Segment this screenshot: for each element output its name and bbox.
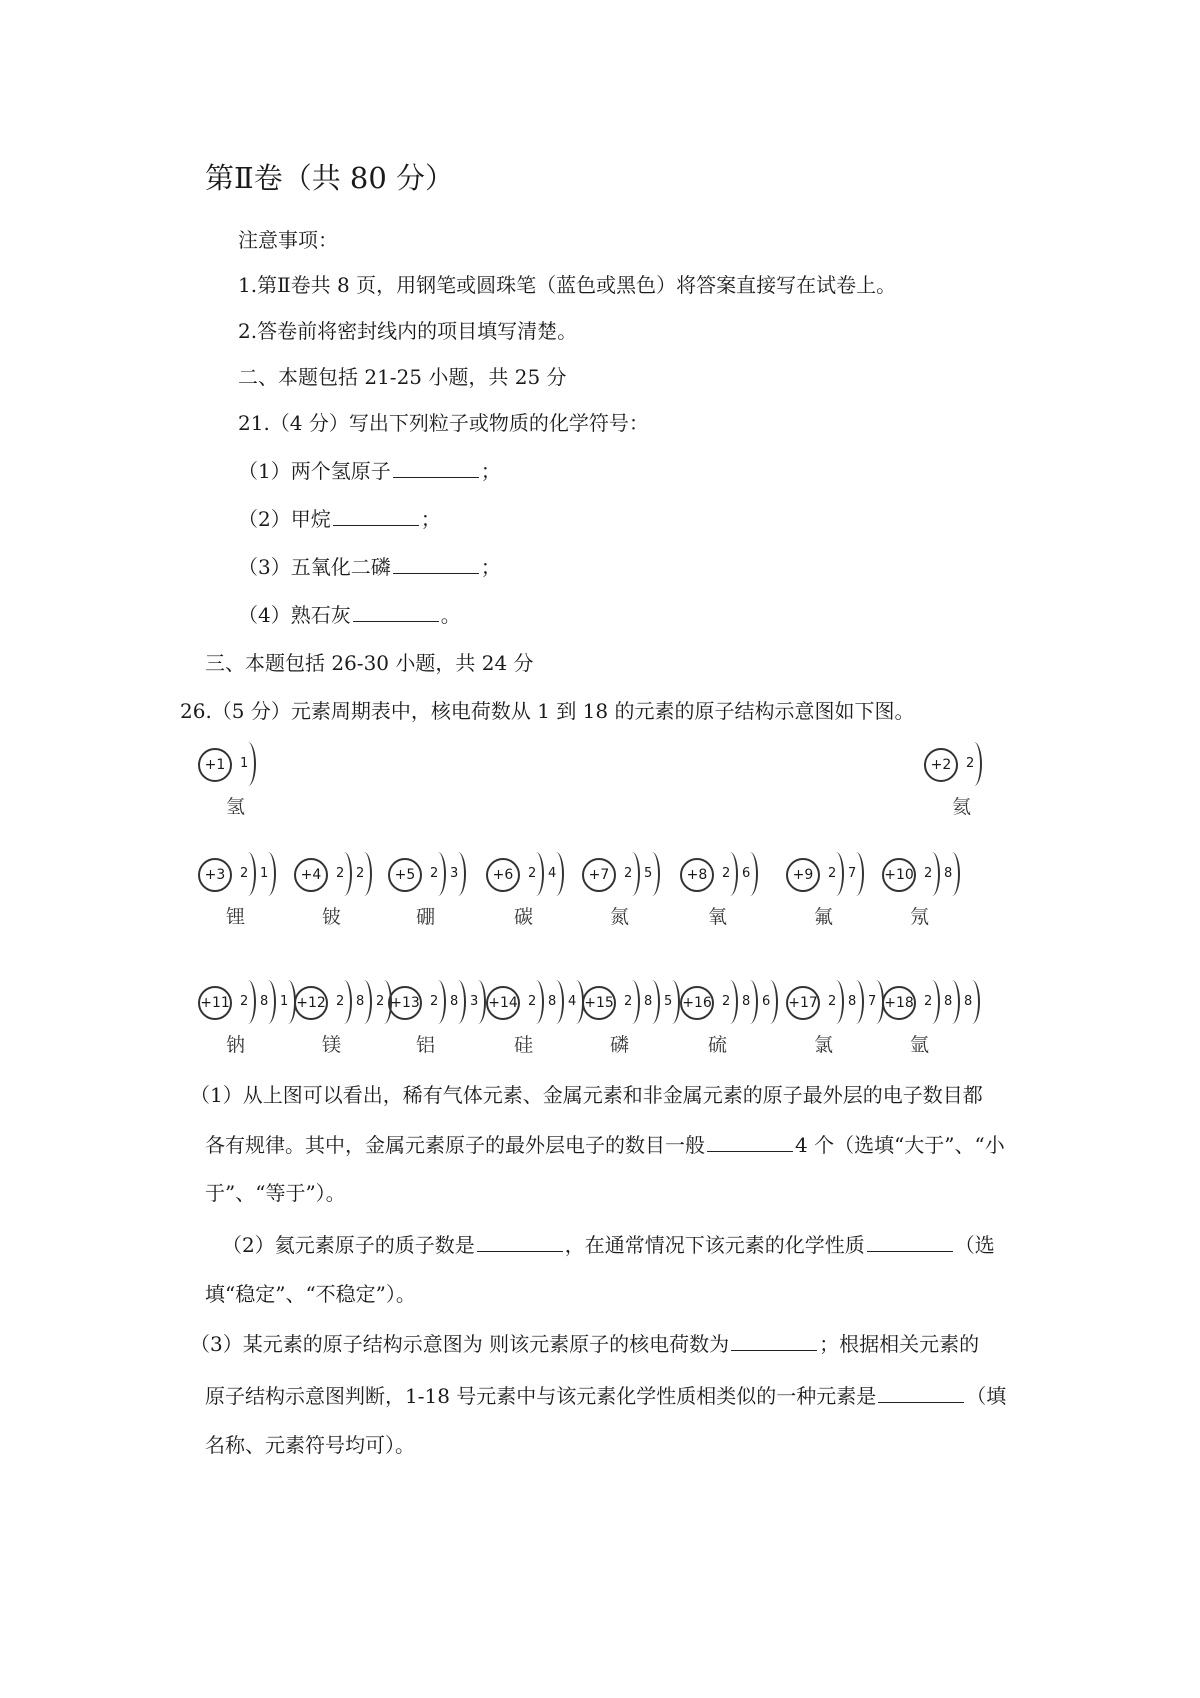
electron-shell xyxy=(848,980,866,1024)
electron-shell xyxy=(924,980,942,1024)
element-name: 氯 xyxy=(814,1034,834,1056)
element-name: 氢 xyxy=(226,796,246,818)
q26-part-1-line-3: 于”、“等于”）。 xyxy=(205,1181,346,1205)
electron-shell xyxy=(260,852,278,896)
q21-part-1-text: （1）两个氢原子 xyxy=(238,459,391,483)
shell-electron-count: 8 xyxy=(848,994,857,1009)
electron-shells xyxy=(624,980,684,1024)
element-name: 氩 xyxy=(910,1034,930,1056)
answer-blank[interactable] xyxy=(393,459,479,478)
q26-part-2-post: （选 xyxy=(954,1233,995,1257)
nucleus-charge: +1 xyxy=(198,748,232,782)
nucleus-charge: +11 xyxy=(198,986,232,1020)
shell-electron-count: 2 xyxy=(966,756,975,771)
electron-shell xyxy=(944,852,962,896)
shell-arc xyxy=(356,980,372,1024)
q21-part-1-end: ； xyxy=(480,459,501,483)
shell-arc xyxy=(240,980,256,1024)
electron-shells xyxy=(336,980,396,1024)
q21-part-4 xyxy=(238,602,461,628)
electron-shells xyxy=(924,980,984,1024)
element-name: 钠 xyxy=(226,1034,246,1056)
electron-shells xyxy=(624,852,664,896)
q26-part-3-post-2: （填 xyxy=(966,1384,1007,1408)
q26-part-3-line-2 xyxy=(205,1383,1006,1409)
shell-arc xyxy=(828,980,844,1024)
shell-electron-count: 8 xyxy=(944,994,953,1009)
electron-shell xyxy=(722,980,740,1024)
electron-shell xyxy=(240,980,258,1024)
electron-shells xyxy=(240,742,260,786)
shell-electron-count: 8 xyxy=(742,994,751,1009)
element-name: 氧 xyxy=(708,906,728,928)
nucleus-charge: +17 xyxy=(786,986,820,1020)
nucleus-charge: +2 xyxy=(924,748,958,782)
electron-shell xyxy=(430,852,448,896)
electron-shell xyxy=(742,980,760,1024)
shell-arc xyxy=(450,852,466,896)
shell-arc xyxy=(624,980,640,1024)
shell-arc xyxy=(742,980,758,1024)
shell-electron-count: 1 xyxy=(260,866,269,881)
electron-shell xyxy=(624,852,642,896)
electron-shell xyxy=(240,852,258,896)
electron-shells xyxy=(924,852,964,896)
electron-shell xyxy=(624,980,642,1024)
shell-arc xyxy=(260,980,276,1024)
electron-shell xyxy=(924,852,942,896)
shell-arc xyxy=(336,852,352,896)
q21-part-4-text: （4）熟石灰 xyxy=(238,603,351,627)
shell-arc xyxy=(944,852,960,896)
q26-part-3-line-3: 名称、元素符号均可）。 xyxy=(205,1433,415,1457)
shell-electron-count: 2 xyxy=(430,866,439,881)
shell-arc xyxy=(528,852,544,896)
electron-shell xyxy=(644,980,662,1024)
electron-shells xyxy=(240,980,300,1024)
element-name: 氟 xyxy=(814,906,834,928)
electron-shell xyxy=(828,980,846,1024)
element-name: 磷 xyxy=(610,1034,630,1056)
section-3-heading: 三、本题包括 26-30 小题，共 24 分 xyxy=(205,651,534,675)
electron-shell xyxy=(356,980,374,1024)
q21-part-4-end: 。 xyxy=(440,603,461,627)
shell-arc xyxy=(966,742,982,786)
electron-shell xyxy=(548,852,566,896)
electron-shell xyxy=(644,852,662,896)
shell-electron-count: 6 xyxy=(742,866,751,881)
element-name: 锂 xyxy=(226,906,246,928)
shell-electron-count: 8 xyxy=(644,994,653,1009)
page-title: 第Ⅱ卷（共 80 分） xyxy=(205,161,455,195)
electron-shell xyxy=(722,852,740,896)
shell-electron-count: 2 xyxy=(924,866,933,881)
electron-shell xyxy=(742,852,760,896)
electron-shells xyxy=(828,980,888,1024)
shell-arc xyxy=(548,852,564,896)
q26-part-3-pre-2: 原子结构示意图判断，1-18 号元素中与该元素化学性质相类似的一种元素是 xyxy=(205,1384,877,1408)
electron-shell xyxy=(260,980,278,1024)
nucleus-charge: +12 xyxy=(294,986,328,1020)
shell-arc xyxy=(356,852,372,896)
electron-shell xyxy=(450,852,468,896)
answer-blank[interactable] xyxy=(353,603,439,622)
shell-arc xyxy=(924,980,940,1024)
shell-arc xyxy=(722,852,738,896)
shell-arc xyxy=(336,980,352,1024)
nucleus-charge: +4 xyxy=(294,858,328,892)
electron-shells xyxy=(722,852,762,896)
shell-arc xyxy=(430,980,446,1024)
notes-heading: 注意事项： xyxy=(238,228,338,252)
shell-arc xyxy=(848,980,864,1024)
q26-part-2-line-2: 填“稳定”、“不稳定”）。 xyxy=(205,1282,416,1306)
nucleus-charge: +14 xyxy=(486,986,520,1020)
shell-arc xyxy=(470,980,486,1024)
q26-part-1-line-1: （1）从上图可以看出，稀有气体元素、金属元素和非金属元素的原子最外层的电子数目都 xyxy=(190,1083,983,1107)
electron-shells xyxy=(828,852,868,896)
element-name: 硫 xyxy=(708,1034,728,1056)
element-name: 氮 xyxy=(610,906,630,928)
shell-electron-count: 2 xyxy=(430,994,439,1009)
shell-electron-count: 4 xyxy=(568,994,577,1009)
nucleus-charge: +6 xyxy=(486,858,520,892)
nucleus-charge: +7 xyxy=(582,858,616,892)
shell-electron-count: 6 xyxy=(762,994,771,1009)
electron-shell xyxy=(548,980,566,1024)
shell-electron-count: 8 xyxy=(944,866,953,881)
q21-part-2 xyxy=(238,506,441,532)
shell-arc xyxy=(762,980,778,1024)
shell-electron-count: 5 xyxy=(644,866,653,881)
shell-electron-count: 2 xyxy=(240,866,249,881)
question-21: 21.（4 分）写出下列粒子或物质的化学符号： xyxy=(238,411,649,435)
shell-electron-count: 2 xyxy=(356,866,365,881)
element-name: 氖 xyxy=(910,906,930,928)
q21-part-3-text: （3）五氧化二磷 xyxy=(238,555,391,579)
question-26: 26.（5 分）元素周期表中，核电荷数从 1 到 18 的元素的原子结构示意图如下图。 xyxy=(180,699,915,723)
electron-shell xyxy=(828,852,846,896)
shell-electron-count: 5 xyxy=(664,994,673,1009)
shell-electron-count: 3 xyxy=(470,994,479,1009)
shell-electron-count: 8 xyxy=(964,994,973,1009)
shell-electron-count: 2 xyxy=(376,994,385,1009)
element-name: 铝 xyxy=(416,1034,436,1056)
shell-arc xyxy=(944,980,960,1024)
shell-arc xyxy=(644,852,660,896)
shell-electron-count: 8 xyxy=(450,994,459,1009)
shell-electron-count: 2 xyxy=(528,866,537,881)
shell-electron-count: 2 xyxy=(336,866,345,881)
electron-shell xyxy=(430,980,448,1024)
q21-part-3 xyxy=(238,554,501,580)
electron-shells xyxy=(240,852,280,896)
element-name: 铍 xyxy=(322,906,342,928)
shell-electron-count: 3 xyxy=(450,866,459,881)
shell-arc xyxy=(828,852,844,896)
nucleus-charge: +9 xyxy=(786,858,820,892)
answer-blank[interactable] xyxy=(477,1233,563,1252)
shell-electron-count: 1 xyxy=(280,994,289,1009)
nucleus-charge: +5 xyxy=(388,858,422,892)
shell-electron-count: 7 xyxy=(868,994,877,1009)
q21-part-3-end: ； xyxy=(480,555,501,579)
nucleus-charge: +8 xyxy=(680,858,714,892)
electron-shell xyxy=(944,980,962,1024)
shell-electron-count: 4 xyxy=(548,866,557,881)
q26-part-1-post: 4 个（选填“大于”、“小 xyxy=(795,1133,1005,1157)
electron-shells xyxy=(430,980,490,1024)
electron-shell xyxy=(240,742,258,786)
shell-arc xyxy=(528,980,544,1024)
answer-blank[interactable] xyxy=(878,1384,964,1403)
q26-part-2-pre: （2）氦元素原子的质子数是 xyxy=(222,1233,475,1257)
electron-shell xyxy=(528,980,546,1024)
element-name: 硼 xyxy=(416,906,436,928)
shell-electron-count: 8 xyxy=(548,994,557,1009)
shell-electron-count: 2 xyxy=(828,866,837,881)
q21-part-1 xyxy=(238,458,501,484)
shell-electron-count: 2 xyxy=(624,866,633,881)
shell-arc xyxy=(450,980,466,1024)
electron-shells xyxy=(528,852,568,896)
shell-arc xyxy=(742,852,758,896)
shell-arc xyxy=(240,852,256,896)
notes-item-1: 1.第Ⅱ卷共 8 页，用钢笔或圆珠笔（蓝色或黑色）将答案直接写在试卷上。 xyxy=(238,273,897,297)
shell-arc xyxy=(722,980,738,1024)
shell-arc xyxy=(664,980,680,1024)
answer-blank[interactable] xyxy=(731,1332,817,1351)
shell-electron-count: 2 xyxy=(624,994,633,1009)
shell-arc xyxy=(624,852,640,896)
shell-electron-count: 8 xyxy=(260,994,269,1009)
nucleus-charge: +10 xyxy=(882,858,916,892)
nucleus-charge: +16 xyxy=(680,986,714,1020)
shell-arc xyxy=(924,852,940,896)
answer-blank[interactable] xyxy=(867,1233,953,1252)
electron-shell xyxy=(528,852,546,896)
q26-part-1-pre: 各有规律。其中，金属元素原子的最外层电子的数目一般 xyxy=(205,1133,705,1157)
element-name: 氦 xyxy=(952,796,972,818)
electron-shells xyxy=(966,742,986,786)
shell-electron-count: 2 xyxy=(722,866,731,881)
section-2-heading: 二、本题包括 21-25 小题，共 25 分 xyxy=(238,365,567,389)
q26-part-3-pre: （3）某元素的原子结构示意图为 则该元素原子的核电荷数为 xyxy=(190,1332,730,1356)
shell-electron-count: 2 xyxy=(336,994,345,1009)
shell-electron-count: 7 xyxy=(848,866,857,881)
electron-shell xyxy=(336,852,354,896)
q21-part-2-text: （2）甲烷 xyxy=(238,507,331,531)
electron-shells xyxy=(528,980,588,1024)
nucleus-charge: +3 xyxy=(198,858,232,892)
nucleus-charge: +15 xyxy=(582,986,616,1020)
q26-part-1-line-2 xyxy=(205,1132,1005,1158)
q26-part-2-line-1 xyxy=(222,1232,995,1258)
answer-blank[interactable] xyxy=(707,1133,793,1152)
shell-arc xyxy=(260,852,276,896)
electron-shell xyxy=(450,980,468,1024)
shell-electron-count: 1 xyxy=(240,756,249,771)
shell-arc xyxy=(848,852,864,896)
element-name: 镁 xyxy=(322,1034,342,1056)
answer-blank[interactable] xyxy=(393,555,479,574)
notes-item-2: 2.答卷前将密封线内的项目填写清楚。 xyxy=(238,319,578,343)
shell-electron-count: 8 xyxy=(356,994,365,1009)
electron-shell xyxy=(356,852,374,896)
element-name: 硅 xyxy=(514,1034,534,1056)
electron-shell xyxy=(964,980,982,1024)
shell-electron-count: 2 xyxy=(828,994,837,1009)
shell-arc xyxy=(964,980,980,1024)
element-name: 碳 xyxy=(514,906,534,928)
electron-shell xyxy=(336,980,354,1024)
q26-part-2-mid: ，在通常情况下该元素的化学性质 xyxy=(564,1233,865,1257)
answer-blank[interactable] xyxy=(333,507,419,526)
shell-arc xyxy=(644,980,660,1024)
nucleus-charge: +13 xyxy=(388,986,422,1020)
nucleus-charge: +18 xyxy=(882,986,916,1020)
electron-shells xyxy=(336,852,376,896)
shell-electron-count: 2 xyxy=(924,994,933,1009)
q26-part-3-post: ；根据相关元素的 xyxy=(819,1332,980,1356)
shell-arc xyxy=(430,852,446,896)
shell-arc xyxy=(548,980,564,1024)
electron-shell xyxy=(966,742,984,786)
shell-electron-count: 2 xyxy=(240,994,249,1009)
electron-shell xyxy=(848,852,866,896)
q26-part-3-line-1 xyxy=(190,1331,979,1357)
electron-shell xyxy=(762,980,780,1024)
electron-shells xyxy=(430,852,470,896)
shell-arc xyxy=(240,742,256,786)
shell-electron-count: 2 xyxy=(528,994,537,1009)
q21-part-2-end: ； xyxy=(420,507,441,531)
electron-shells xyxy=(722,980,782,1024)
shell-electron-count: 2 xyxy=(722,994,731,1009)
